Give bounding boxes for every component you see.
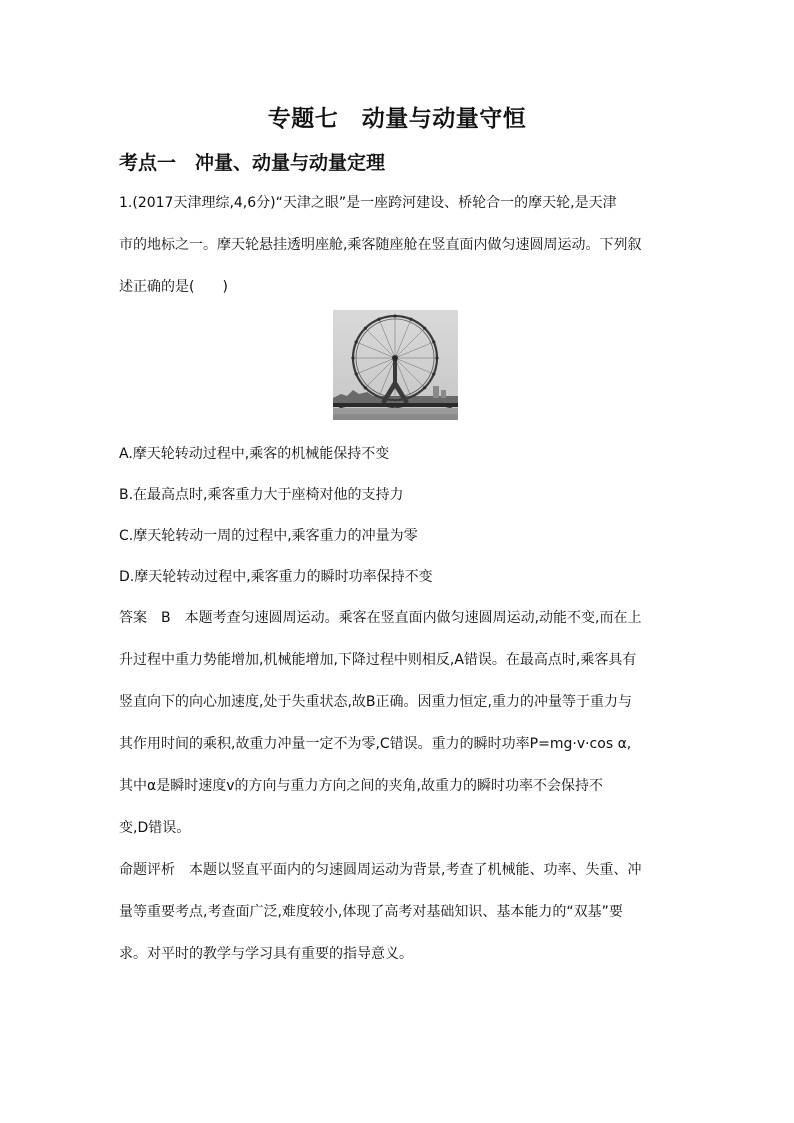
ferris-wheel-photo: [333, 310, 458, 420]
answer-line: 变,D错误。: [119, 820, 191, 836]
analysis-line: 命题评析 本题以竖直平面内的匀速圆周运动为背景,考查了机械能、功率、失重、冲: [119, 862, 642, 878]
option-b: B.在最高点时,乘客重力大于座椅对他的支持力: [119, 487, 404, 503]
question-line: 市的地标之一。摩天轮悬挂透明座舱,乘客随座舱在竖直面内做匀速圆周运动。下列叙: [119, 237, 642, 253]
answer-line: 其作用时间的乘积,故重力冲量一定不为零,C错误。重力的瞬时功率P=mg·v·cos α,: [119, 736, 632, 752]
option-c: C.摩天轮转动一周的过程中,乘客重力的冲量为零: [119, 528, 418, 544]
section-heading: 考点一 冲量、动量与动量定理: [119, 152, 386, 174]
question-line: 述正确的是( ): [119, 279, 228, 295]
answer-line: 答案 B 本题考查匀速圆周运动。乘客在竖直面内做匀速圆周运动,动能不变,而在上: [119, 610, 642, 626]
question-line: 1.(2017天津理综,4,6分)“天津之眼”是一座跨河建设、桥轮合一的摩天轮,是天津: [119, 195, 617, 211]
answer-line: 升过程中重力势能增加,机械能增加,下降过程中则相反,A错误。在最高点时,乘客具有: [119, 652, 637, 668]
answer-line: 其中α是瞬时速度v的方向与重力方向之间的夹角,故重力的瞬时功率不会保持不: [119, 778, 603, 794]
answer-line: 竖直向下的向心加速度,处于失重状态,故B正确。因重力恒定,重力的冲量等于重力与: [119, 694, 632, 710]
analysis-line: 求。对平时的教学与学习具有重要的指导意义。: [119, 946, 413, 962]
analysis-line: 量等重要考点,考查面广泛,难度较小,体现了高考对基础知识、基本能力的“双基”要: [119, 904, 623, 920]
page-title: 专题七 动量与动量守恒: [267, 106, 527, 132]
option-a: A.摩天轮转动过程中,乘客的机械能保持不变: [119, 446, 390, 462]
option-d: D.摩天轮转动过程中,乘客重力的瞬时功率保持不变: [119, 569, 433, 585]
